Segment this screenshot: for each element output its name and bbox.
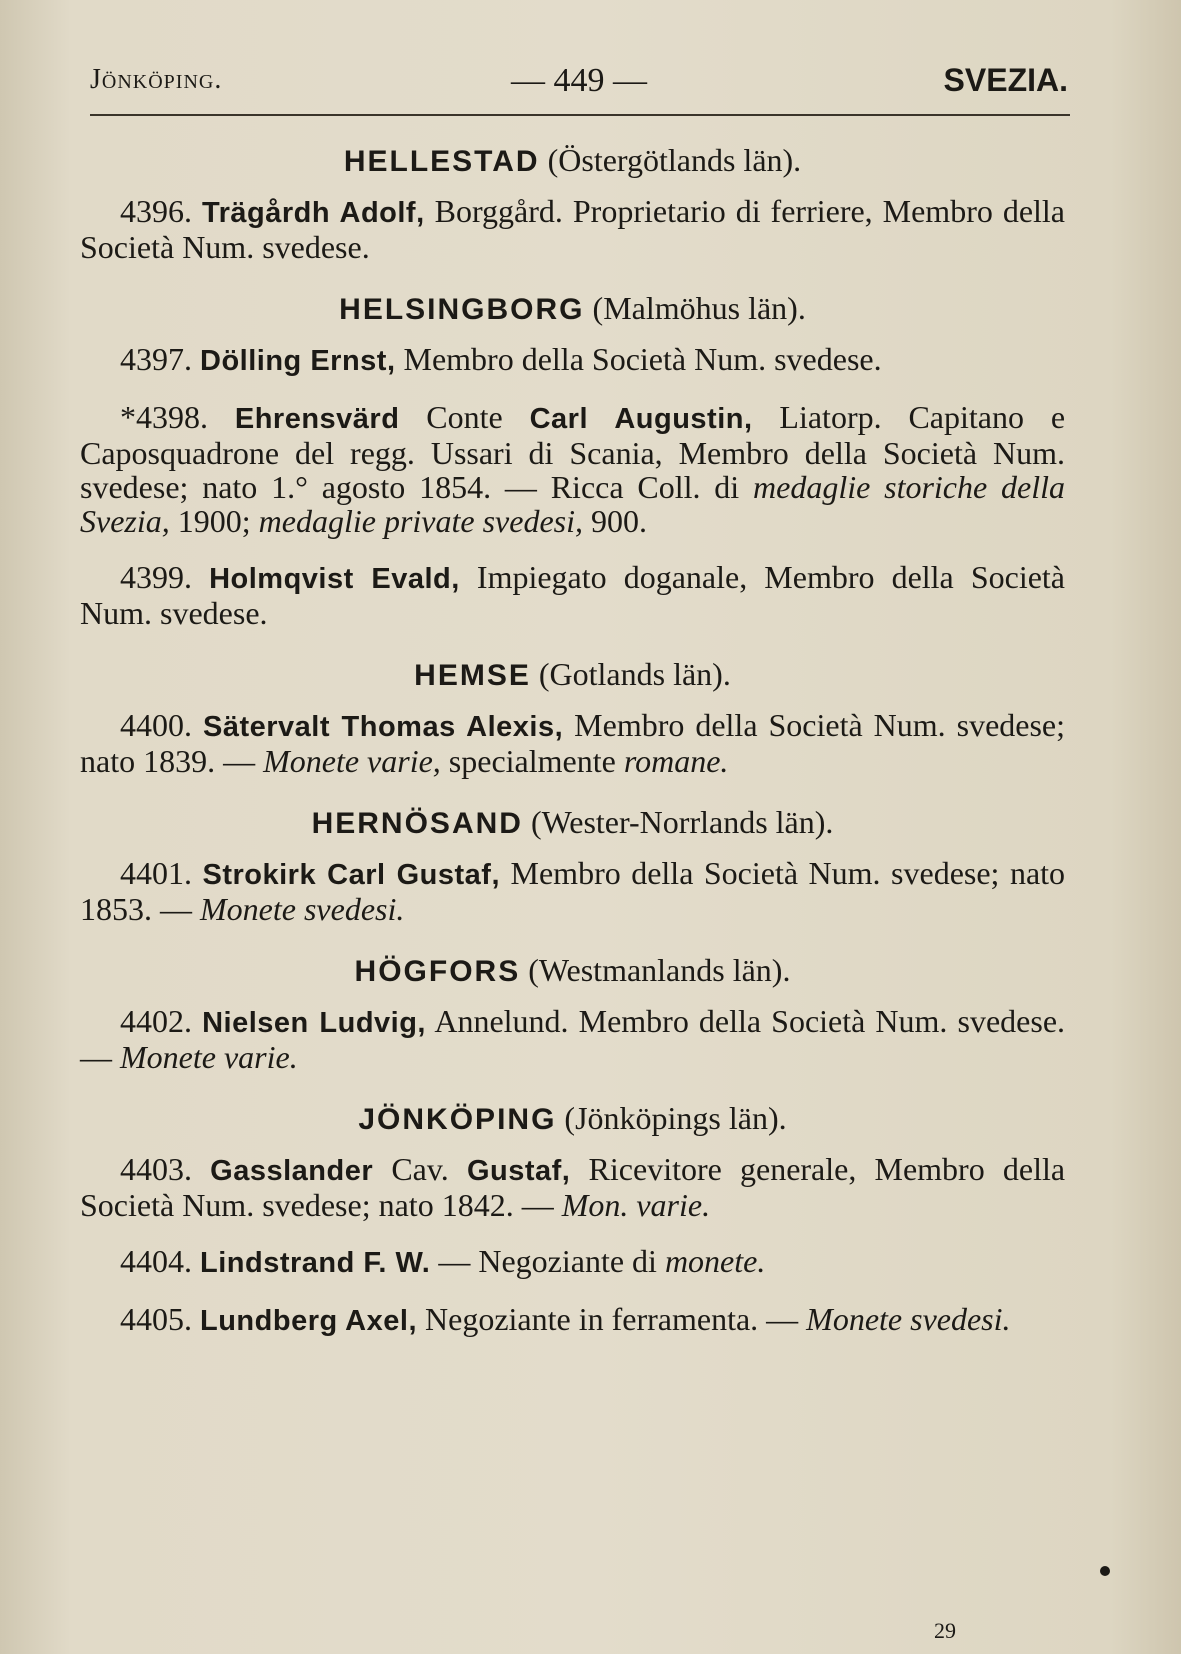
header-city: Jönköping.: [90, 64, 223, 95]
entry-text-2: 1900;: [177, 503, 251, 539]
entry-name: Lundberg Axel,: [200, 1305, 417, 1337]
entry-text-3: 900.: [590, 503, 647, 539]
entry-number: 4399.: [120, 559, 192, 595]
entry-title: Conte: [426, 399, 503, 435]
entry-name: Dölling Ernst,: [200, 345, 396, 377]
entry-4403: [80, 1152, 1065, 1222]
entry-4405: [80, 1302, 1065, 1338]
entry-4398: [80, 400, 1065, 538]
section-place: HEMSE: [414, 659, 531, 692]
entry-text: Membro della Società Num. svedese; nato 1853. —: [80, 855, 1066, 927]
entry-collection: Monete varie,: [263, 743, 441, 779]
section-place: HELSINGBORG: [339, 293, 585, 326]
entry-text: Membro della Società Num. svedese.: [403, 341, 882, 377]
section-region: (Gotlands län).: [538, 656, 731, 692]
entry-4396: [80, 194, 1065, 264]
entry-text: Ricevitore generale, Membro della Società Num. svedese; nato 1842. —: [80, 1151, 1066, 1223]
entry-text-2: specialmente: [448, 743, 616, 779]
entry-4402: [80, 1004, 1065, 1074]
section-heading-hellestad: [80, 138, 1065, 184]
header-rule: [90, 114, 1070, 116]
entry-name-given: Gustaf,: [466, 1155, 571, 1187]
entry-collection: Monete svedesi.: [200, 891, 405, 927]
entry-number: 4405.: [120, 1301, 192, 1337]
entry-collection: Monete varie.: [120, 1039, 298, 1075]
entry-collection-2: medaglie private svedesi,: [258, 503, 583, 539]
section-place: HELLESTAD: [343, 145, 540, 178]
entry-text: Liatorp. Capitano e Caposquadrone del regg. Ussari di Scania, Membro della Società Num. svedese; nato 1.° agosto 1854. — Ricca Coll. di: [80, 399, 1066, 505]
section-region: (Wester-Norrlands län).: [530, 804, 834, 840]
section-heading-hernosand: [80, 800, 1065, 846]
entry-number: 4401.: [120, 855, 192, 891]
section-place: HERNÖSAND: [311, 807, 523, 840]
section-heading-hogfors: [80, 948, 1065, 994]
entry-name: Gasslander: [210, 1155, 374, 1187]
entry-text: Borggård. Proprietario di ferriere, Membro della Società Num. svedese.: [80, 193, 1065, 265]
entry-name: Strokirk Carl Gustaf,: [202, 859, 501, 891]
entry-text: Annelund. Membro della Società Num. svedese. —: [80, 1003, 1066, 1075]
entry-collection: medaglie storiche della Svezia,: [80, 469, 1066, 539]
page-number: — 449 —: [511, 62, 647, 99]
entry-name: Nielsen Ludvig,: [202, 1007, 426, 1039]
entry-collection: Monete svedesi.: [806, 1301, 1011, 1337]
entry-4397: [80, 342, 1065, 378]
section-region: (Malmöhus län).: [592, 290, 806, 326]
entry-number: 4404.: [120, 1243, 192, 1279]
entry-name: Trägårdh Adolf,: [201, 197, 425, 229]
entry-title: Cav.: [391, 1151, 449, 1187]
entry-text: Impiegato doganale, Membro della Società Num. svedese.: [80, 559, 1066, 631]
entry-4401: [80, 856, 1065, 926]
entry-number: 4396.: [120, 193, 192, 229]
running-header: [90, 58, 1068, 102]
page-body: [80, 138, 1065, 1360]
entry-number: 4397.: [120, 341, 192, 377]
entry-number: 4402.: [120, 1003, 192, 1039]
entry-name: Sätervalt Thomas Alexis,: [202, 711, 564, 743]
entry-number: 4400.: [120, 707, 192, 743]
section-heading-jonkoping: [80, 1096, 1065, 1142]
section-region: (Östergötlands län).: [547, 142, 802, 178]
entry-name: Ehrensvärd: [234, 403, 400, 435]
header-country: SVEZIA.: [943, 62, 1068, 98]
section-region: (Jönköpings län).: [564, 1100, 787, 1136]
entry-name: Holmqvist Evald,: [209, 563, 460, 595]
entry-name-given: Carl Augustin,: [529, 403, 753, 435]
entry-text: — Negoziante di: [438, 1243, 657, 1279]
section-place: JÖNKÖPING: [358, 1103, 557, 1136]
entry-4404: [80, 1244, 1065, 1280]
entry-collection: monete.: [664, 1243, 766, 1279]
entry-number: 4403.: [120, 1151, 192, 1187]
ink-speck: [1100, 1566, 1110, 1576]
entry-4400: [80, 708, 1065, 778]
section-place: HÖGFORS: [354, 955, 521, 988]
entry-name: Lindstrand F. W.: [200, 1247, 431, 1279]
section-heading-helsingborg: [80, 286, 1065, 332]
entry-number: *4398.: [120, 399, 208, 435]
signature-mark: 29: [934, 1618, 956, 1643]
section-heading-hemse: [80, 652, 1065, 698]
entry-collection: Mon. varie.: [561, 1187, 711, 1223]
entry-collection-2: romane.: [623, 743, 729, 779]
section-region: (Westmanlands län).: [528, 952, 791, 988]
entry-4399: [80, 560, 1065, 630]
entry-text: Negoziante in ferramenta. —: [425, 1301, 799, 1337]
entry-text: Membro della Società Num. svedese; nato 1839. —: [80, 707, 1066, 779]
